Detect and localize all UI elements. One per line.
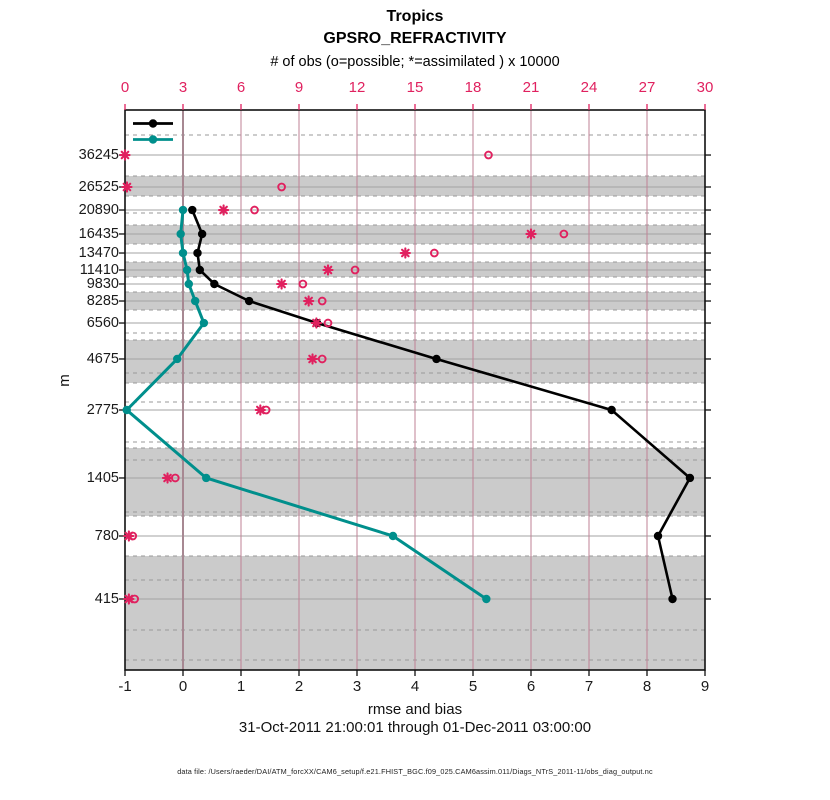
top-tick-label: 27 xyxy=(638,79,656,96)
x-tick-label: -1 xyxy=(118,678,132,695)
y-tick-label: 780 xyxy=(94,527,119,544)
date-range-line: 31-Oct-2011 21:00:01 through 01-Dec-2011 03:00:00 xyxy=(238,719,592,736)
top-tick-label: 12 xyxy=(348,79,366,96)
y-tick-label: 26525 xyxy=(78,179,119,195)
y-tick-label: 13470 xyxy=(78,245,119,262)
x-tick-label: 7 xyxy=(584,678,594,695)
y-tick-label: 11410 xyxy=(79,261,119,278)
top-tick-label: 30 xyxy=(696,79,714,96)
x-tick-label: 1 xyxy=(236,678,246,695)
top-tick-label: 21 xyxy=(522,79,540,96)
top-tick-label: 24 xyxy=(580,79,598,96)
top-tick-label: 3 xyxy=(178,79,188,96)
x-axis-label: rmse and bias xyxy=(367,701,463,718)
y-tick-label: 6560 xyxy=(86,315,119,332)
y-tick-label: 2775 xyxy=(86,401,119,418)
y-tick-label: 20890 xyxy=(78,202,119,219)
x-tick-label: 0 xyxy=(178,678,188,695)
x-tick-label: 8 xyxy=(642,678,652,695)
y-tick-label: 16435 xyxy=(78,225,119,242)
top-tick-label: 18 xyxy=(464,79,482,96)
top-tick-label: 15 xyxy=(406,79,424,96)
data-file-note: data file: /Users/raeder/DAI/ATM_forcXX/CAM6_setup/f.e21.FHIST_BGC.f09_025.CAM6assim.011/Diags_NTrS_2011-11/obs_diag_output.nc xyxy=(177,767,653,776)
y-tick-label: 4675 xyxy=(86,350,119,367)
top-tick-label: 0 xyxy=(120,79,130,96)
chart-title: Tropics xyxy=(386,8,444,25)
top-tick-label: 9 xyxy=(294,79,304,96)
x-tick-label: 5 xyxy=(468,678,478,695)
x-tick-label: 2 xyxy=(294,678,304,695)
x-tick-label: 3 xyxy=(352,678,362,695)
x-tick-label: 4 xyxy=(410,678,420,695)
y-tick-label: 1405 xyxy=(86,469,119,486)
y-tick-label: 36245 xyxy=(78,147,119,164)
y-tick-label: 9830 xyxy=(86,275,119,292)
x-tick-label: 9 xyxy=(700,678,710,695)
y-axis-label: m xyxy=(55,374,73,387)
top-axis-title: # of obs (o=possible; *=assimilated ) x 10000 xyxy=(270,54,560,70)
y-tick-label: 415 xyxy=(94,590,119,607)
x-tick-label: 6 xyxy=(526,678,536,695)
chart-subtitle: GPSRO_REFRACTIVITY xyxy=(323,30,507,47)
top-tick-label: 6 xyxy=(236,79,246,96)
y-tick-label: 8285 xyxy=(86,293,119,310)
